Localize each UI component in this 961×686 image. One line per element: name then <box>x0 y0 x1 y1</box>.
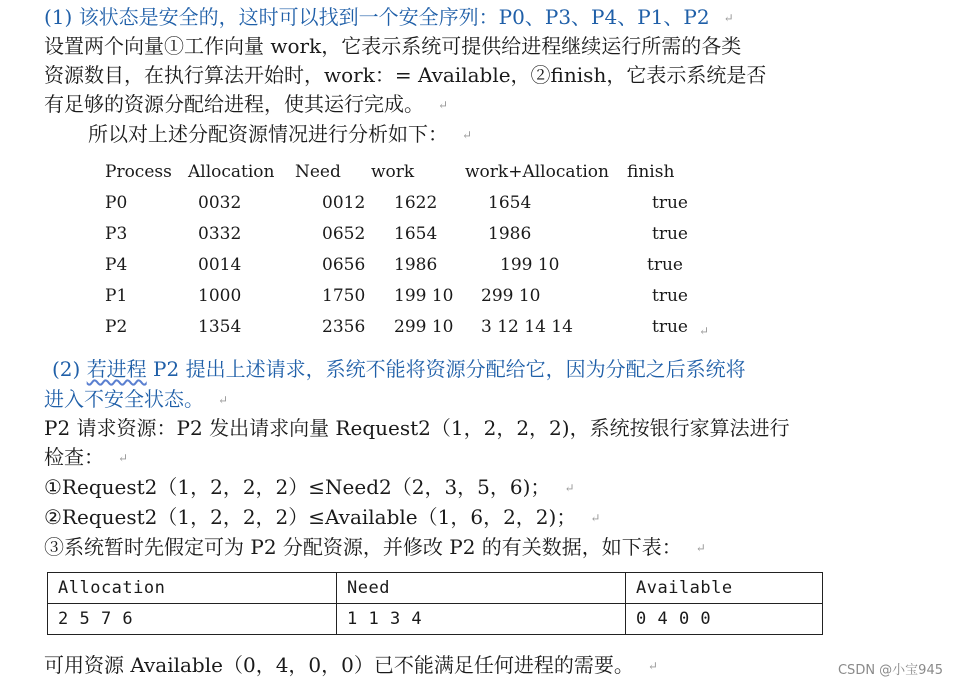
header-work: work <box>371 162 415 182</box>
header-process: Process <box>105 162 172 182</box>
table-cell: true <box>652 193 688 213</box>
request-line-1: P2 请求资源：P2 发出请求向量 Request2（1，2，2，2)，系统按银行家算法进行 <box>44 416 790 440</box>
request-line-2 <box>44 442 128 473</box>
table-cell: 1654 <box>394 224 438 244</box>
table-cell: 299 10 <box>394 317 454 337</box>
table-cell: P2 <box>105 317 128 337</box>
check-2 <box>44 502 600 533</box>
check-3-text: ③系统暂时先假定可为 P2 分配资源，并修改 P2 的有关数据，如下表： <box>44 535 682 559</box>
section1-heading <box>44 2 734 33</box>
table-cell: 0032 <box>198 193 242 213</box>
allocation-value: 2 5 7 6 <box>48 604 337 635</box>
table-cell: 199 10 <box>394 286 454 306</box>
allocation-table <box>47 572 823 635</box>
section1-heading-text: (1) 该状态是安全的，这时可以找到一个安全序列：P0、P3、P4、P1、P2 <box>44 5 710 29</box>
header-need: Need <box>295 162 341 182</box>
check-3 <box>44 532 706 563</box>
table-row <box>48 604 823 635</box>
paragraph-mark: ↵ <box>723 11 734 25</box>
section2-heading-rest: P2 提出上述请求，系统不能将资源分配给它，因为分配之后系统将 <box>146 357 746 381</box>
table-cell: 0014 <box>198 255 242 275</box>
watermark: CSDN @小宝945 <box>837 663 943 678</box>
paragraph-mark: ↵ <box>695 541 706 555</box>
header-allocation: Allocation <box>188 162 275 182</box>
table-cell: 199 10 <box>500 255 560 275</box>
table-cell: 1622 <box>394 193 438 213</box>
request-line-2-text: 检查： <box>44 445 104 469</box>
section2-heading-prefix: (2) <box>52 357 87 381</box>
table-cell: true <box>647 255 683 275</box>
table-cell: 1000 <box>198 286 242 306</box>
table-cell: P3 <box>105 224 128 244</box>
paragraph-mark: ↵ <box>564 481 575 495</box>
table-cell: 1750 <box>322 286 366 306</box>
para-line-3-text: 有足够的资源分配给进程，使其运行完成。 <box>44 92 424 116</box>
paragraph-mark: ↵ <box>438 98 449 112</box>
paragraph-mark: ↵ <box>218 393 229 407</box>
table-cell: 299 10 <box>481 286 541 306</box>
table-cell: true <box>652 286 688 306</box>
section2-heading-line2-text: 进入不安全状态。 <box>44 387 204 411</box>
header-finish: finish <box>627 162 675 182</box>
header-work-allocation: work+Allocation <box>465 162 609 182</box>
analysis-intro-text: 所以对上述分配资源情况进行分析如下： <box>88 122 448 146</box>
paragraph-mark: ↵ <box>647 659 658 673</box>
table-cell: 0656 <box>322 255 366 275</box>
table-cell: 3 12 14 14 <box>481 317 573 337</box>
table-cell: 2356 <box>322 317 366 337</box>
available-value: 0 4 0 0 <box>626 604 823 635</box>
table-cell: 1654 <box>488 193 532 213</box>
conclusion <box>44 650 658 681</box>
para-line-1: 设置两个向量①工作向量 work，它表示系统可提供给进程继续运行所需的各类 <box>44 34 742 58</box>
table-cell: 1986 <box>488 224 532 244</box>
table-cell: 1354 <box>198 317 242 337</box>
header-allocation: Allocation <box>48 573 337 604</box>
need-value: 1 1 3 4 <box>337 604 626 635</box>
section2-heading-underlined: 若进程 <box>86 357 147 381</box>
table-cell: P1 <box>105 286 128 306</box>
table-cell: P4 <box>105 255 128 275</box>
paragraph-mark: ↵ <box>118 451 129 465</box>
paragraph-mark: ↵ <box>462 128 473 142</box>
table-cell: P0 <box>105 193 128 213</box>
paragraph-mark: ↵ <box>590 511 601 525</box>
paragraph-mark: ↵ <box>699 324 710 338</box>
check-2-text: ②Request2（1，2，2，2）≤Available（1，6，2，2)； <box>44 505 577 529</box>
header-available: Available <box>626 573 823 604</box>
table-cell: 0012 <box>322 193 366 213</box>
section2-heading <box>52 354 746 384</box>
table-cell: 1986 <box>394 255 438 275</box>
table-cell: true <box>652 224 688 244</box>
header-need: Need <box>337 573 626 604</box>
table-row <box>48 573 823 604</box>
conclusion-text: 可用资源 Available（0，4，0，0）已不能满足任何进程的需要。 <box>44 653 634 677</box>
table-cell: 0652 <box>322 224 366 244</box>
para-line-3 <box>44 89 448 120</box>
section2-heading-line2 <box>44 384 228 415</box>
check-1 <box>44 472 575 503</box>
check-1-text: ①Request2（1，2，2，2）≤Need2（2，3，5，6)； <box>44 475 551 499</box>
para-line-2: 资源数目，在执行算法开始时，work：= Available，②finish，它表示系统是否 <box>44 63 767 87</box>
table-cell: true <box>652 317 688 337</box>
analysis-intro <box>88 119 472 150</box>
table-cell: 0332 <box>198 224 242 244</box>
